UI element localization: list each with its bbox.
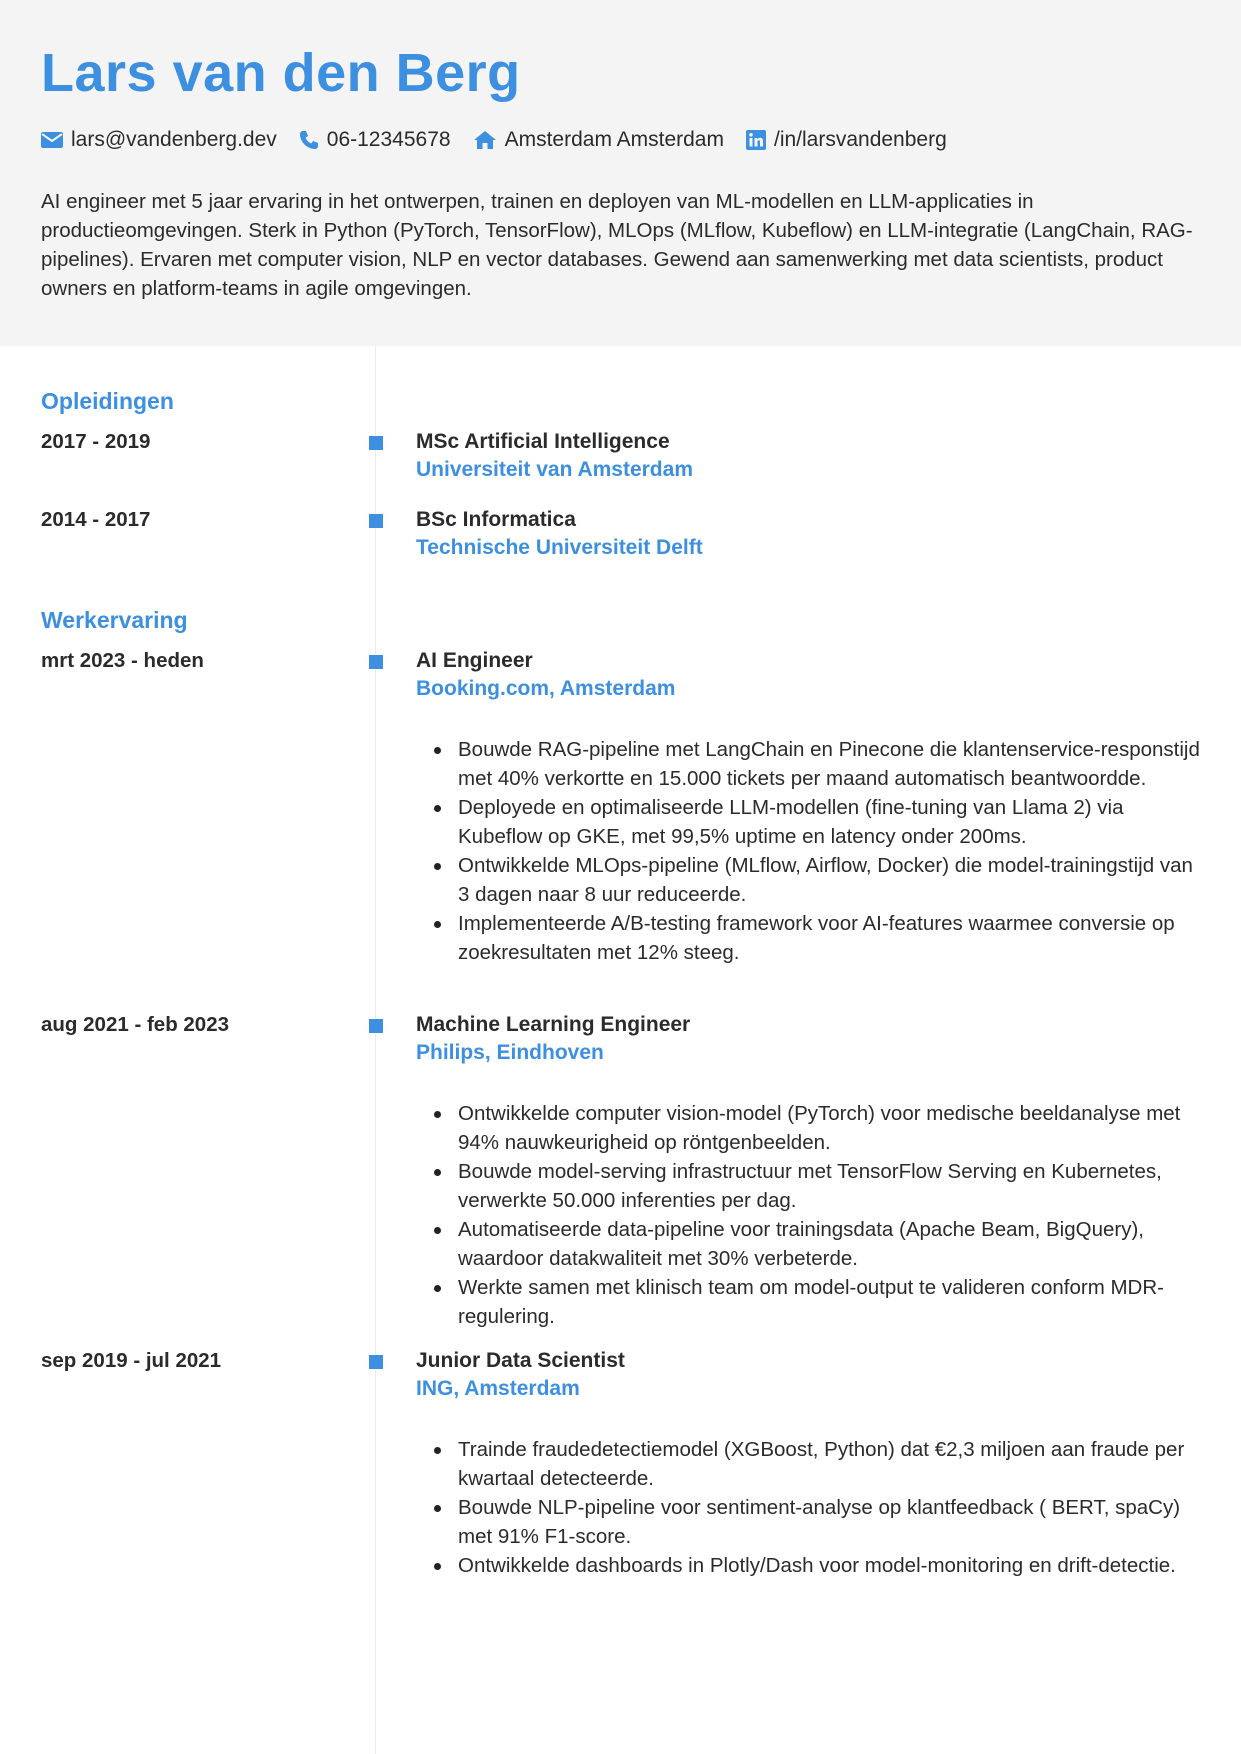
experience-section-title: Werkervaring: [41, 607, 188, 633]
list-item: Bouwde NLP-pipeline voor sentiment-analyse op klantfeedback ( BERT, spaCy) met 91% F1-score.: [416, 1493, 1206, 1551]
list-item: Implementeerde A/B-testing framework voor AI-features waarmee conversie op zoekresultaten met 12% steeg.: [416, 909, 1206, 967]
linkedin-text: /in/larsvandenberg: [773, 128, 947, 151]
list-item: Ontwikkelde MLOps-pipeline (MLflow, Airflow, Docker) die model-trainingstijd van 3 dagen naar 8 uur reduceerde.: [416, 851, 1206, 909]
list-item: Trainde fraudedetectiemodel (XGBoost, Python) dat €2,3 miljoen aan fraude per kwartaal detecteerde.: [416, 1435, 1206, 1493]
location-text: Amsterdam Amsterdam: [504, 128, 724, 151]
entry-company: Philips, Eindhoven: [416, 1041, 604, 1064]
home-icon: [473, 130, 497, 150]
phone-text: 06-12345678: [326, 128, 451, 151]
achievement-list: [416, 1099, 1206, 1331]
entry-date: sep 2019 - jul 2021: [41, 1349, 222, 1372]
list-item: Bouwde model-serving infrastructuur met TensorFlow Serving en Kubernetes, verwerkte 50.000 inferenties per dag.: [416, 1157, 1206, 1215]
timeline-marker: [369, 514, 383, 528]
entry-title: MSc Artificial Intelligence: [416, 430, 670, 453]
entry-company: Booking.com, Amsterdam: [416, 677, 676, 700]
list-item: Automatiseerde data-pipeline voor trainingsdata (Apache Beam, BigQuery), waardoor datakwaliteit met 30% verbeterde.: [416, 1215, 1206, 1273]
entry-date: mrt 2023 - heden: [41, 649, 204, 672]
timeline-marker: [369, 436, 383, 450]
entry-date: 2017 - 2019: [41, 430, 151, 453]
entry-date: 2014 - 2017: [41, 508, 151, 531]
list-item: Ontwikkelde dashboards in Plotly/Dash voor model-monitoring en drift-detectie.: [416, 1551, 1206, 1580]
entry-company: ING, Amsterdam: [416, 1377, 580, 1400]
contact-email[interactable]: [41, 128, 277, 152]
envelope-icon: [41, 132, 63, 148]
list-item: Deployede en optimaliseerde LLM-modellen (fine-tuning van Llama 2) via Kubeflow op GKE, met 99,5% uptime en latency onder 200ms.: [416, 793, 1206, 851]
contact-location: [473, 128, 724, 152]
list-item: Werkte samen met klinisch team om model-output te valideren conform MDR-regulering.: [416, 1273, 1206, 1331]
contact-bar: [41, 128, 969, 152]
timeline-divider: [375, 346, 376, 1754]
entry-institution: Technische Universiteit Delft: [416, 536, 703, 559]
entry-institution: Universiteit van Amsterdam: [416, 458, 693, 481]
entry-date: aug 2021 - feb 2023: [41, 1013, 230, 1036]
achievement-list: [416, 735, 1206, 967]
achievement-list: [416, 1435, 1206, 1580]
timeline-marker: [369, 1355, 383, 1369]
education-section-title: Opleidingen: [41, 388, 174, 414]
resume-header: [0, 0, 1241, 346]
contact-linkedin[interactable]: [746, 128, 947, 152]
entry-title: Junior Data Scientist: [416, 1349, 625, 1372]
list-item: Ontwikkelde computer vision-model (PyTorch) voor medische beeldanalyse met 94% nauwkeurigheid op röntgenbeelden.: [416, 1099, 1206, 1157]
entry-title: Machine Learning Engineer: [416, 1013, 691, 1036]
candidate-name: Lars van den Berg: [41, 43, 521, 103]
list-item: Bouwde RAG-pipeline met LangChain en Pinecone die klantenservice-responstijd met 40% verkortte en 15.000 tickets per maand automatisch beantwoordde.: [416, 735, 1206, 793]
entry-title: AI Engineer: [416, 649, 533, 672]
entry-title: BSc Informatica: [416, 508, 576, 531]
timeline-marker: [369, 1019, 383, 1033]
phone-icon: [299, 130, 319, 150]
profile-summary: AI engineer met 5 jaar ervaring in het ontwerpen, trainen en deployen van ML-modellen en LLM-applicaties in productieomgevingen. Sterk in Python (PyTorch, TensorFlow), MLOps (MLflow, Kubeflow) en LLM-integratie (LangChain, RAG-pipelines). Ervaren met computer vision, NLP en vector databases. Gewend aan samenwerking met data scientists, product owners en platform-teams in agile omgevingen.: [41, 190, 1193, 300]
linkedin-icon: [746, 130, 766, 150]
contact-phone[interactable]: [299, 128, 451, 152]
email-text: lars@vandenberg.dev: [71, 128, 277, 151]
timeline-marker: [369, 655, 383, 669]
